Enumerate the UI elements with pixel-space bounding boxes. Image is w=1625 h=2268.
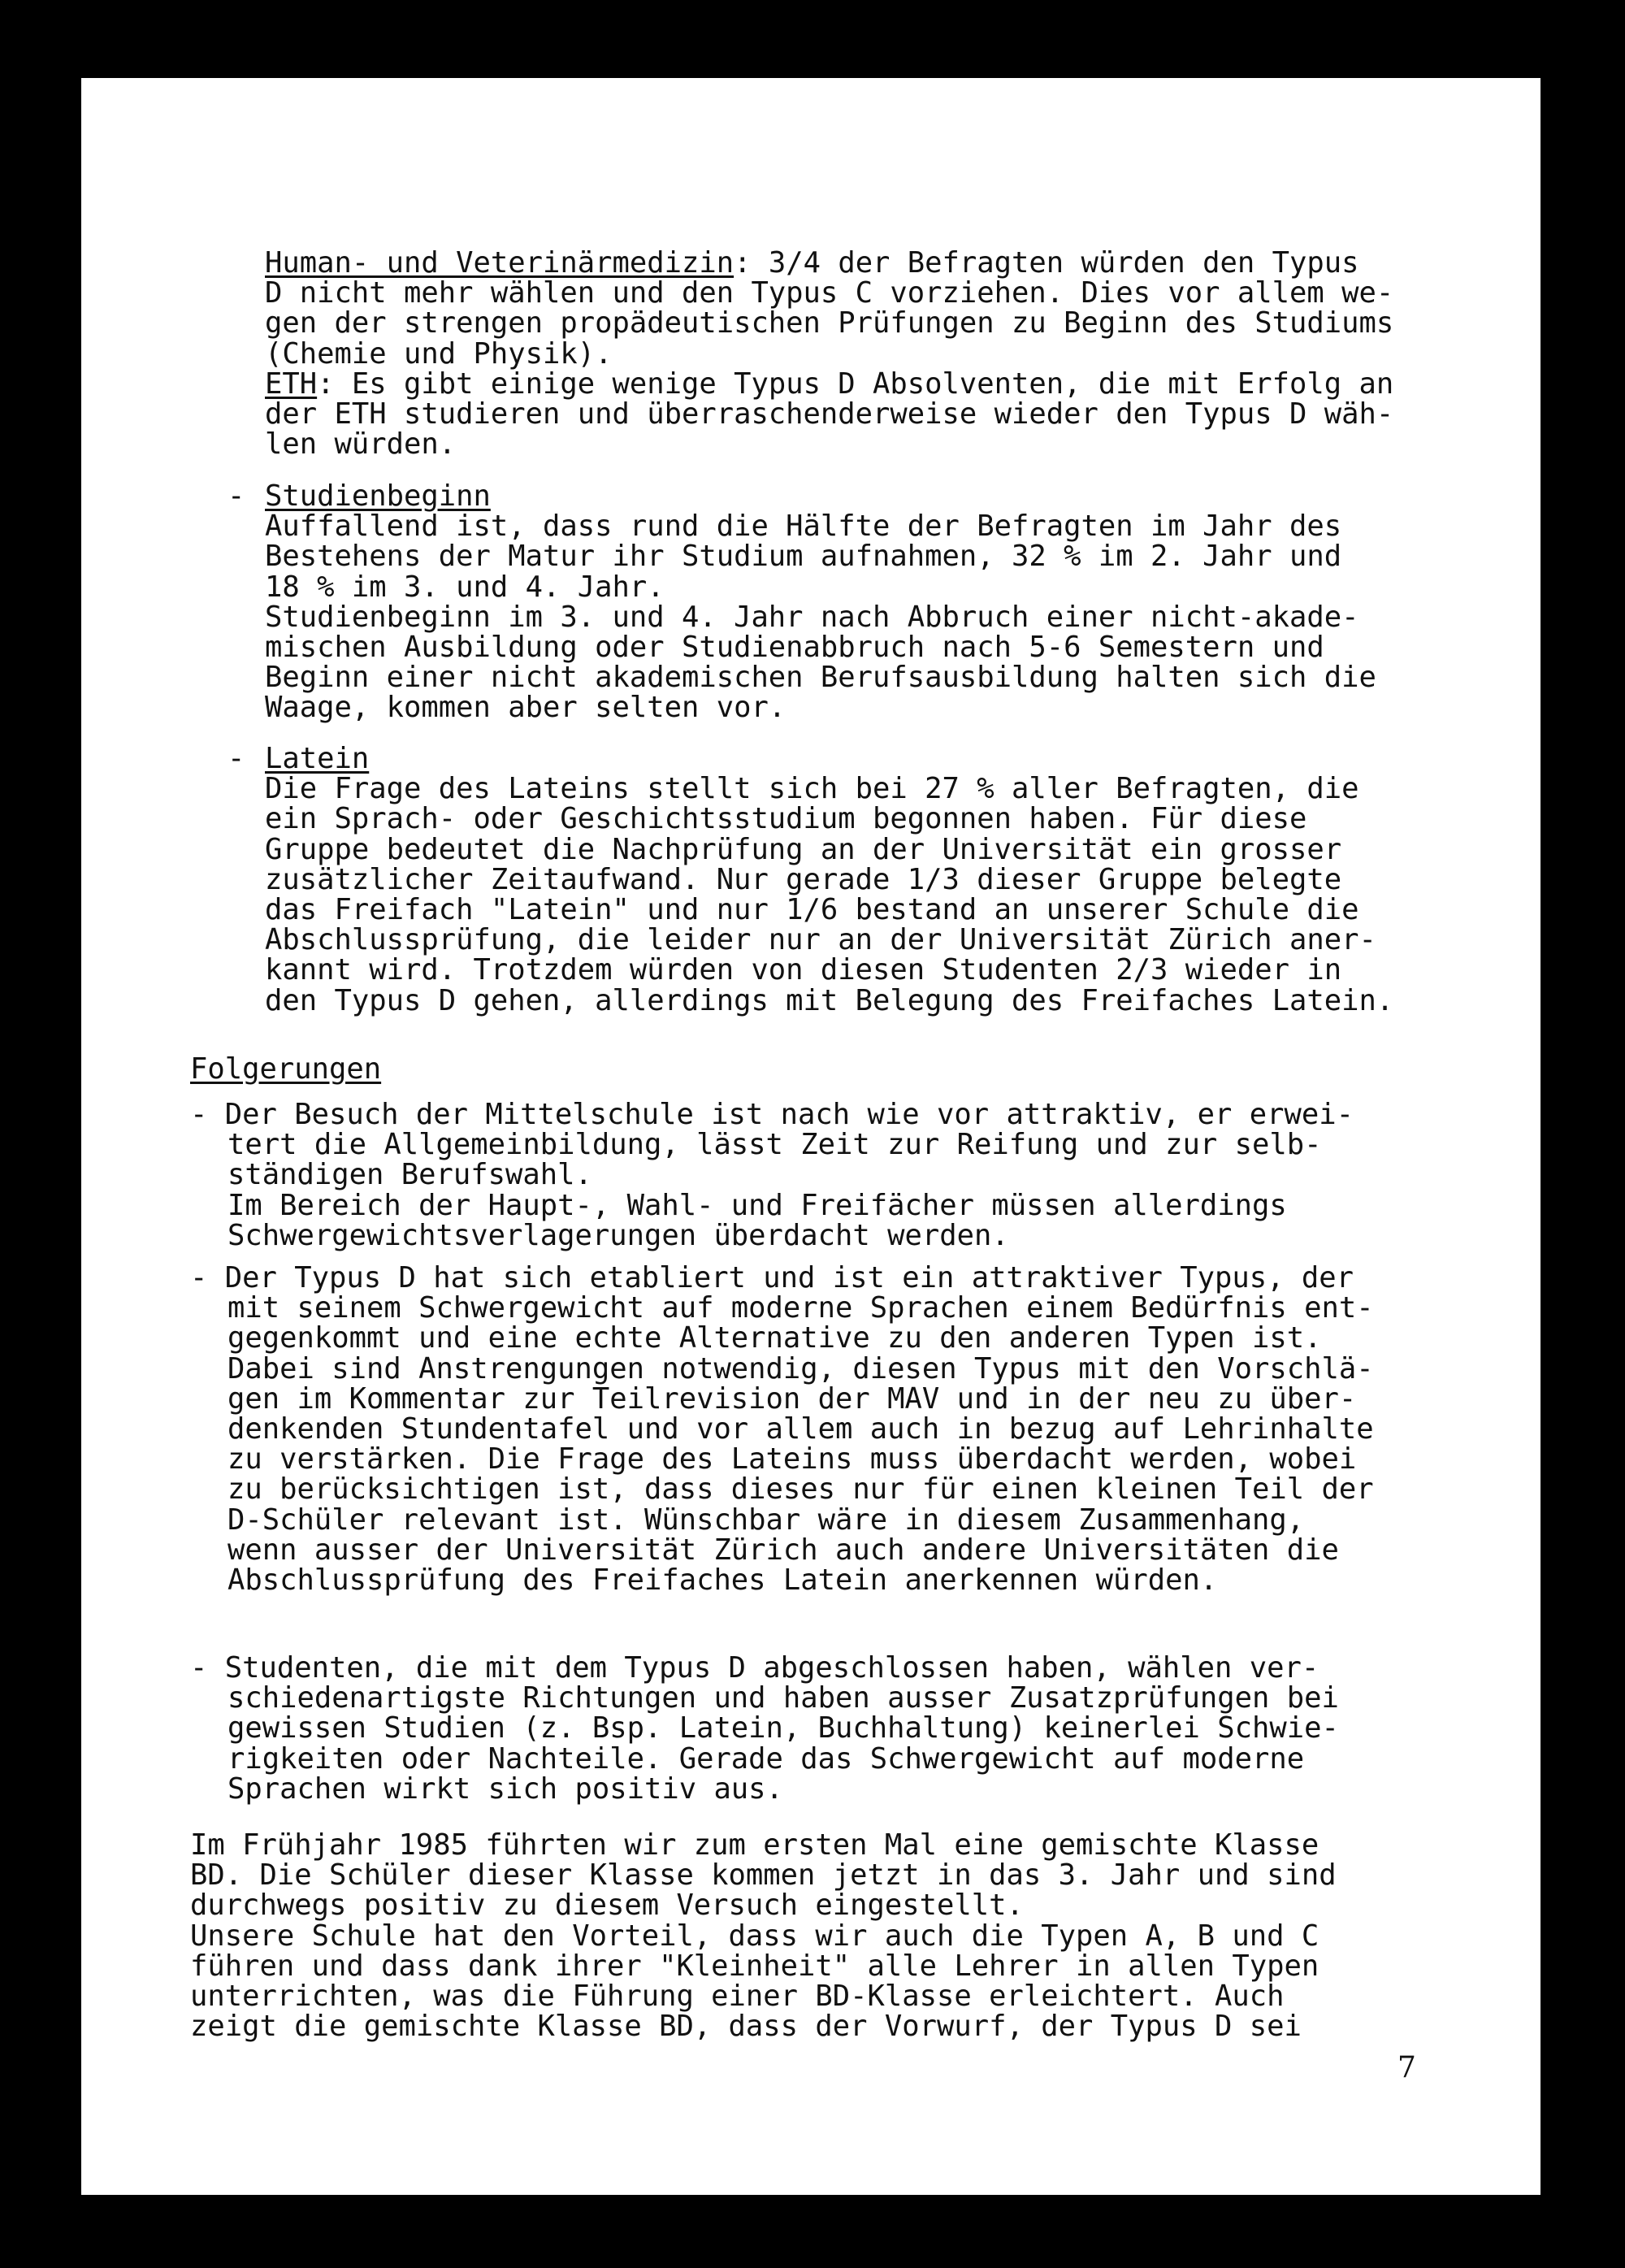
paragraph-line: den Typus D gehen, allerdings mit Belegung des Freifaches Latein. <box>265 983 1394 1017</box>
closing-paragraph <box>190 1828 1337 2044</box>
paragraph-line: Die Frage des Lateins stellt sich bei 27 % aller Befragten, die <box>265 772 1359 806</box>
list-item-line: schiedenartigste Richtungen und haben ausser Zusatzprüfungen bei <box>228 1681 1339 1715</box>
paragraph-line: zusätzlicher Zeitaufwand. Nur gerade 1/3 dieser Gruppe belegte <box>265 862 1342 896</box>
paragraph-line: Abschlussprüfung, die leider nur an der Universität Zürich aner- <box>265 923 1376 957</box>
intro-line: ETH: Es gibt einige wenige Typus D Absolventen, die mit Erfolg an <box>265 366 1394 401</box>
list-item-line: denkenden Stundentafel und vor allem auch in bezug auf Lehrinhalte <box>228 1412 1374 1446</box>
page-number: 7 <box>1398 2051 1416 2084</box>
paragraph-line: zeigt die gemischte Klasse BD, dass der Vorwurf, der Typus D sei <box>190 2010 1302 2044</box>
heading-studienbeginn: Studienbeginn <box>265 479 491 513</box>
intro-line: der ETH studieren und überraschenderweise wieder den Typus D wäh- <box>265 397 1394 431</box>
paragraph-line: Studienbeginn im 3. und 4. Jahr nach Abbruch einer nicht-akade- <box>265 600 1359 634</box>
paragraph-line: Beginn einer nicht akademischen Berufsausbildung halten sich die <box>265 661 1376 695</box>
list-item-line: mit seinem Schwergewicht auf moderne Sprachen einem Bedürfnis ent- <box>228 1291 1374 1325</box>
paragraph-line: führen und dass dank ihrer "Kleinheit" alle Lehrer in allen Typen <box>190 1949 1320 1983</box>
list-item-line: rigkeiten oder Nachteile. Gerade das Schwergewicht auf moderne <box>228 1741 1305 1776</box>
paragraph-line: ein Sprach- oder Geschichtsstudium begonnen haben. Für diese <box>265 802 1307 836</box>
document-text <box>81 78 1540 2195</box>
list-item-line: Im Bereich der Haupt-, Wahl- und Freifächer müssen allerdings <box>228 1188 1287 1222</box>
list-item-first-line: - Studenten, die mit dem Typus D abgeschlossen haben, wählen ver- <box>190 1651 1320 1685</box>
document-page <box>81 78 1540 2195</box>
paragraph-line: Unsere Schule hat den Vorteil, dass wir auch die Typen A, B und C <box>190 1919 1320 1953</box>
bullet-dash: - <box>228 742 245 775</box>
paragraph-line: das Freifach "Latein" und nur 1/6 bestand an unserer Schule die <box>265 893 1359 927</box>
paragraph-line: Bestehens der Matur ihr Studium aufnahmen, 32 % im 2. Jahr und <box>265 540 1342 574</box>
intro-line: len würden. <box>265 427 457 462</box>
heading-folgerungen: Folgerungen <box>190 1052 382 1086</box>
paragraph-line: 18 % im 3. und 4. Jahr. <box>265 570 665 604</box>
intro-line: gen der strengen propädeutischen Prüfungen zu Beginn des Studiums <box>265 306 1394 340</box>
paragraph-line: Im Frühjahr 1985 führten wir zum ersten Mal eine gemischte Klasse <box>190 1828 1320 1862</box>
list-item-line: tert die Allgemeinbildung, lässt Zeit zur Reifung und zur selb- <box>228 1128 1322 1162</box>
list-item-line: gen im Kommentar zur Teilrevision der MAV und in der neu zu über- <box>228 1381 1357 1416</box>
folgerungen-item-1 <box>190 1099 1354 1251</box>
paragraph-line: Gruppe bedeutet die Nachprüfung an der Universität ein grosser <box>265 832 1342 866</box>
heading-eth: ETH <box>265 366 318 401</box>
section-studienbeginn <box>265 481 1376 723</box>
intro-line: Human- und Veterinärmedizin: 3/4 der Befragten würden den Typus <box>265 246 1359 280</box>
folgerungen-item-3 <box>190 1653 1339 1804</box>
intro-paragraph <box>265 246 1394 462</box>
list-item-line: gewissen Studien (z. Bsp. Latein, Buchhaltung) keinerlei Schwie- <box>228 1711 1339 1745</box>
paragraph-line: mischen Ausbildung oder Studienabbruch nach 5-6 Semestern und <box>265 631 1324 665</box>
list-item-line: Dabei sind Anstrengungen notwendig, diesen Typus mit den Vorschlä- <box>228 1351 1374 1386</box>
list-item-line: Abschlussprüfung des Freifaches Latein anerkennen würden. <box>228 1563 1218 1598</box>
paragraph-line: unterrichten, was die Führung einer BD-Klasse erleichtert. Auch <box>190 1980 1285 2014</box>
list-item-line: gegenkommt und eine echte Alternative zu den anderen Typen ist. <box>228 1321 1322 1355</box>
heading-latein: Latein <box>265 742 370 775</box>
heading-human-veterinaermedizin: Human- und Veterinärmedizin <box>265 246 734 280</box>
paragraph-line: durchwegs positiv zu diesem Versuch eingestellt. <box>190 1889 1024 1923</box>
paragraph-line: Waage, kommen aber selten vor. <box>265 691 786 725</box>
list-item-line: zu berücksichtigen ist, dass dieses nur für einen kleinen Teil der <box>228 1472 1374 1507</box>
paragraph-line: kannt wird. Trotzdem würden von diesen Studenten 2/3 wieder in <box>265 953 1342 987</box>
list-item-line: D-Schüler relevant ist. Wünschbar wäre in diesem Zusammenhang, <box>228 1503 1305 1537</box>
list-item-line: Sprachen wirkt sich positiv aus. <box>228 1771 783 1806</box>
list-item-first-line: - Der Besuch der Mittelschule ist nach wie vor attraktiv, er erwei- <box>190 1098 1354 1131</box>
folgerungen-item-2 <box>190 1261 1374 1598</box>
intro-line: D nicht mehr wählen und den Typus C vorziehen. Dies vor allem we- <box>265 276 1394 310</box>
list-item-first-line: - Der Typus D hat sich etabliert und ist ein attraktiver Typus, der <box>190 1261 1354 1294</box>
section-latein <box>265 744 1393 1016</box>
list-item-line: Schwergewichtsverlagerungen überdacht werden. <box>228 1218 1009 1252</box>
list-item-line: zu verstärken. Die Frage des Lateins muss überdacht werden, wobei <box>228 1442 1357 1477</box>
list-item-line: wenn ausser der Universität Zürich auch andere Universitäten die <box>228 1533 1339 1567</box>
list-item-line: ständigen Berufswahl. <box>228 1158 592 1192</box>
paragraph-line: Auffallend ist, dass rund die Hälfte der Befragten im Jahr des <box>265 510 1342 544</box>
intro-line: (Chemie und Physik). <box>265 336 613 371</box>
bullet-dash: - <box>228 479 245 513</box>
paragraph-line: BD. Die Schüler dieser Klasse kommen jetzt in das 3. Jahr und sind <box>190 1858 1337 1893</box>
